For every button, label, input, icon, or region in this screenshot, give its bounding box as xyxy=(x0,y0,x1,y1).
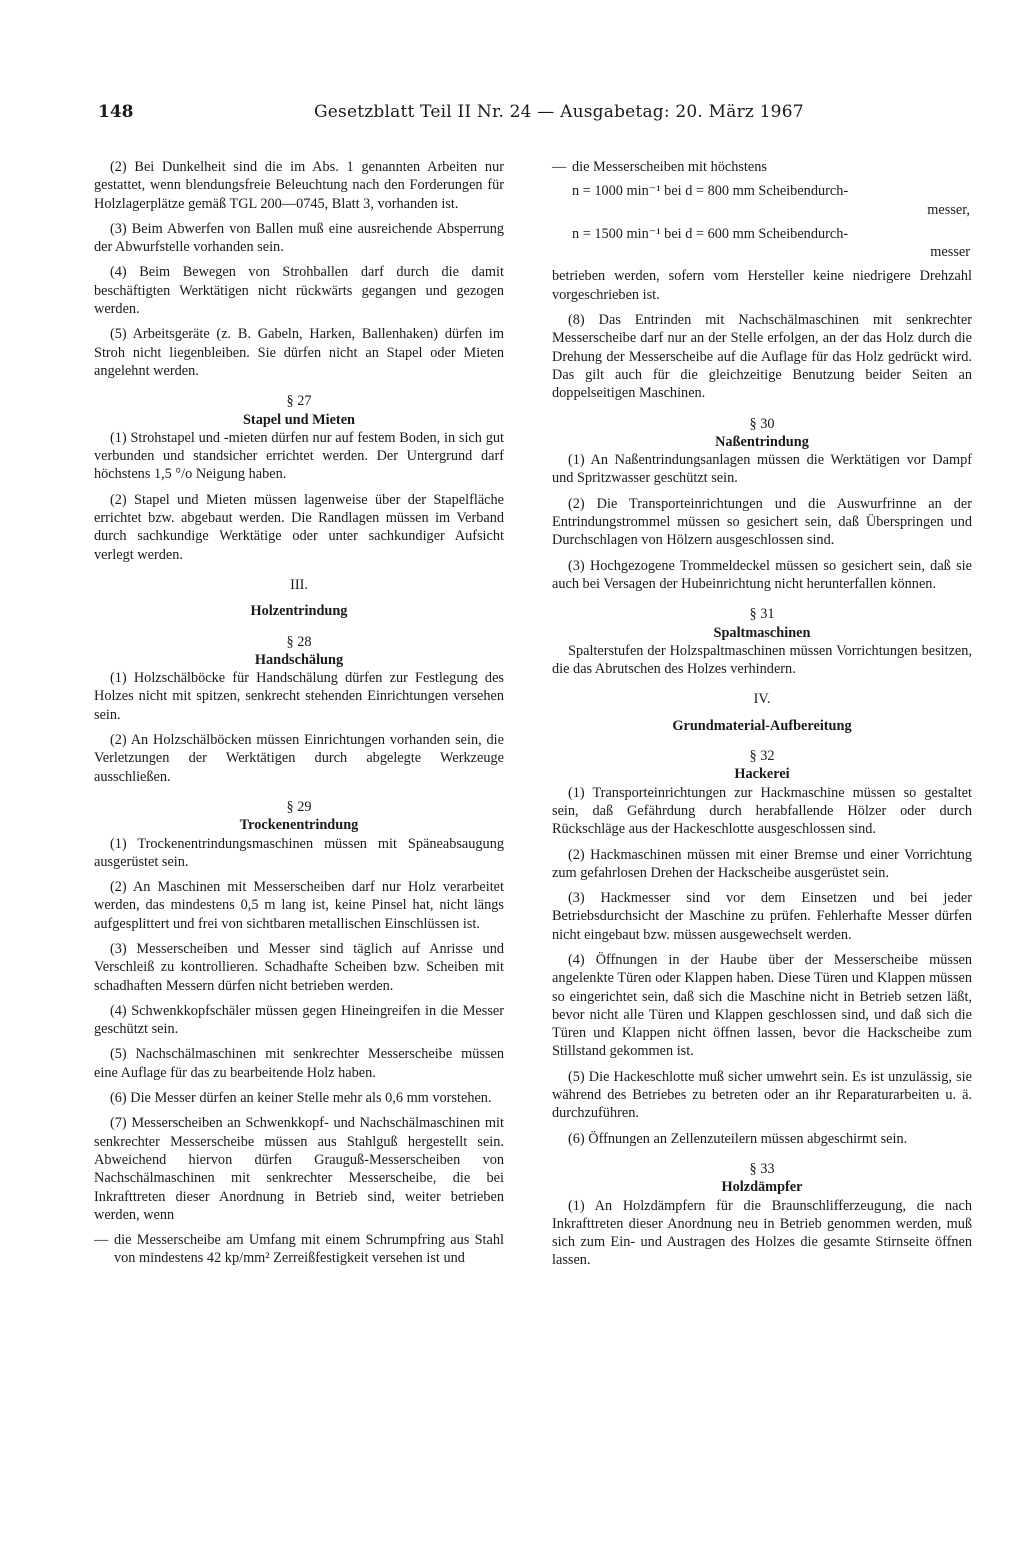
page-number: 148 xyxy=(98,102,134,122)
paragraph: (2) Hackmaschinen müssen mit einer Bremse und einer Vorrichtung zum gefahrlosen Drehen der Hackscheibe ausgerüstet sein. xyxy=(552,846,972,881)
section-number: § 30 xyxy=(749,415,775,432)
paragraph: (2) Bei Dunkelheit sind die im Abs. 1 genannten Arbeiten nur gestattet, wenn blendungsfreie Beleuchtung nach den Forderungen für Holzlagerplätze gemäß TGL 200—0745, Blatt 3, vorhanden ist. xyxy=(94,159,504,212)
part-title: Holzentrindung xyxy=(250,603,348,620)
section-title: Holzdämpfer xyxy=(721,1179,803,1196)
formula-line-continued: messer, xyxy=(927,201,970,218)
paragraph: (4) Öffnungen in der Haube über der Messerscheibe müssen angelenkte Türen oder Klappen haben. Diese Türen und Klappen müssen so eingerichtet sein, daß sich die Maschine nicht in Betrieb setzen läßt, bevor nicht alle Türen und Klappen geschlossen sind, und daß sich die Türen und Klappen nicht öffnen lassen, bevor die Hackscheibe zum Stillstand gekommen ist. xyxy=(552,951,972,1060)
dash-bullet: — xyxy=(94,1232,109,1249)
section-title: Stapel und Mieten xyxy=(242,411,355,428)
dash-list-item xyxy=(552,158,972,176)
section-title: Spaltmaschinen xyxy=(713,624,811,641)
section-number: § 29 xyxy=(286,798,312,815)
section-number: § 28 xyxy=(286,633,312,650)
right-column xyxy=(552,158,972,1277)
part-number: IV. xyxy=(753,691,771,708)
paragraph: (7) Messerscheiben an Schwenkkopf- und Nachschälmaschinen mit senkrechter Messerscheibe müssen aus Stahlguß hergestellt sein. Abweichend hiervon dürfen Grauguß-Messerscheiben von Nachschälmaschinen mit senkrechter Messerscheibe, die bei Inkrafttreten dieser Anordnung in Betrieb sind, weiter betrieben werden, wenn xyxy=(94,1115,504,1223)
paragraph: (4) Schwenkkopfschäler müssen gegen Hineingreifen in die Messer geschützt sein. xyxy=(94,1002,504,1038)
formula-line-continued: messer xyxy=(930,244,970,261)
section-title: Trockenentrindung xyxy=(239,817,359,834)
paragraph: (5) Die Hackeschlotte muß sicher umwehrt sein. Es ist unzulässig, sie während des Betriebes zu betreten oder an ihr Reparaturarbeiten u. ä. durchzuführen. xyxy=(552,1068,972,1122)
dash-item-text: die Messerscheiben mit höchstens xyxy=(572,159,767,175)
paragraph: (6) Die Messer dürfen an keiner Stelle mehr als 0,6 mm vorstehen. xyxy=(110,1090,492,1107)
paragraph: (4) Beim Bewegen von Strohballen darf durch die damit beschäftigten Werktätigen nicht rückwärts gegangen und gezogen werden. xyxy=(94,264,504,318)
formula-line: n = 1000 min⁻¹ bei d = 800 mm Scheibendurch- xyxy=(572,183,849,200)
left-column xyxy=(94,158,504,1274)
section-number: § 31 xyxy=(749,606,775,623)
section-title: Naßentrindung xyxy=(715,433,809,450)
paragraph: (1) Trockenentrindungsmaschinen müssen mit Späneabsaugung ausgerüstet sein. xyxy=(94,835,504,870)
section-title: Handschälung xyxy=(254,651,344,668)
paragraph: (2) Die Transporteinrichtungen und die Auswurfrinne an der Entrindungstrommel müssen so gesichert sein, daß Überspringen und Durchschlagen von Hölzern ausgeschlossen sind. xyxy=(552,495,972,549)
paragraph: (1) Strohstapel und -mieten dürfen nur auf festem Boden, in sich gut verbunden und standsicher errichtet werden. Der Untergrund darf höchstens 1,5 °/o Neigung haben. xyxy=(94,429,504,483)
paragraph: (5) Nachschälmaschinen mit senkrechter Messerscheibe müssen eine Auflage für das zu bearbeitende Holz haben. xyxy=(94,1046,504,1081)
paragraph: (1) Transporteinrichtungen zur Hackmaschine müssen so gestaltet sein, daß Gefährdung durch herabfallende Hölzer oder durch Rückschläge aus der Hackeschlotte ausgeschlossen sind. xyxy=(552,784,972,838)
paragraph: (1) An Holzdämpfern für die Braunschlifferzeugung, die nach Inkrafttreten dieser Anordnung neu in Betrieb genommen werden, muß sich zum Ein- und Austragen des Holzes die gesamte Stirnseite öffnen lassen. xyxy=(552,1197,972,1269)
paragraph: (2) An Maschinen mit Messerscheiben darf nur Holz verarbeitet werden, das mindestens 0,5 m lang ist, keine Pinsel hat, nicht längs aufgesplittert und frei von sichtbaren metallischen Einschlüssen ist. xyxy=(94,879,504,932)
formula-line: n = 1500 min⁻¹ bei d = 600 mm Scheibendurch- xyxy=(572,225,849,242)
section-number: § 27 xyxy=(286,393,312,410)
part-title: Grundmaterial-Aufbereitung xyxy=(672,717,852,734)
page-header xyxy=(98,102,966,126)
paragraph-continuation: betrieben werden, sofern vom Hersteller keine niedrigere Drehzahl vorgeschrieben ist. xyxy=(552,268,972,303)
section-number: § 33 xyxy=(749,1160,775,1177)
dash-item-text: die Messerscheibe am Umfang mit einem Schrumpfring aus Stahl von mindestens 42 kp/mm² Zerreißfestigkeit versehen ist und xyxy=(114,1232,504,1267)
paragraph: Spalterstufen der Holzspaltmaschinen müssen Vorrichtungen besitzen, die das Abrutschen des Holzes verhindern. xyxy=(552,642,972,678)
paragraph: (3) Beim Abwerfen von Ballen muß eine ausreichende Absperrung der Abwurfstelle vorhanden sein. xyxy=(94,220,504,256)
dash-bullet: — xyxy=(552,159,567,175)
paragraph: (3) Hochgezogene Trommeldeckel müssen so gesichert sein, daß sie auch bei Versagen der Hubeinrichtung nicht herunterfallen können. xyxy=(552,557,972,592)
paragraph: (3) Hackmesser sind vor dem Einsetzen und bei jeder Betriebsdurchsicht der Maschine zu prüfen. Fehlerhafte Messer dürfen nicht eingebaut bzw. müssen ausgewechselt werden. xyxy=(552,890,972,943)
paragraph: (6) Öffnungen an Zellenzuteilern müssen abgeschirmt sein. xyxy=(568,1130,908,1147)
paragraph: (2) An Holzschälböcken müssen Einrichtungen vorhanden sein, die Verletzungen der Werktätigen durch abgelegte Werkzeuge ausschließen. xyxy=(94,732,504,785)
paragraph: (1) An Naßentrindungsanlagen müssen die Werktätigen vor Dampf und Spritzwasser geschützt sein. xyxy=(552,452,972,487)
running-head: Gesetzblatt Teil II Nr. 24 — Ausgabetag: 20. März 1967 xyxy=(314,102,804,122)
section-number: § 32 xyxy=(749,748,775,765)
paragraph: (5) Arbeitsgeräte (z. B. Gabeln, Harken, Ballenhaken) dürfen im Stroh nicht liegenbleiben. Sie dürfen nicht an Stapel oder Mieten angelehnt werden. xyxy=(94,326,504,379)
section-title: Hackerei xyxy=(734,766,790,783)
paragraph: (2) Stapel und Mieten müssen lagenweise über der Stapelfläche errichtet bzw. abgebaut werden. Die Randlagen müssen im Verband durch sachkundige Werktätige oder unter sachkundiger Aufsicht verlegt werden. xyxy=(94,491,504,563)
paragraph: (8) Das Entrinden mit Nachschälmaschinen mit senkrechter Messerscheibe darf nur an der Stelle erfolgen, an der das Holz durch die Drehung der Messerscheibe auf die Auflage für das Holz gedrückt wird. Das gilt auch für die gleichzeitige Benutzung beider Seiten an doppelseitigen Maschinen. xyxy=(552,312,972,402)
part-number: III. xyxy=(290,576,308,593)
paragraph: (1) Holzschälböcke für Handschälung dürfen zur Festlegung des Holzes nicht mit spitzen, senkrecht stehenden Einrichtungen versehen sein. xyxy=(94,670,504,723)
paragraph: (3) Messerscheiben und Messer sind täglich auf Anrisse und Verschleiß zu kontrollieren. Schadhafte Scheiben bzw. Scheiben mit schadhaften Messern dürfen nicht betrieben werden. xyxy=(94,940,504,994)
dash-list-item xyxy=(94,1231,504,1268)
